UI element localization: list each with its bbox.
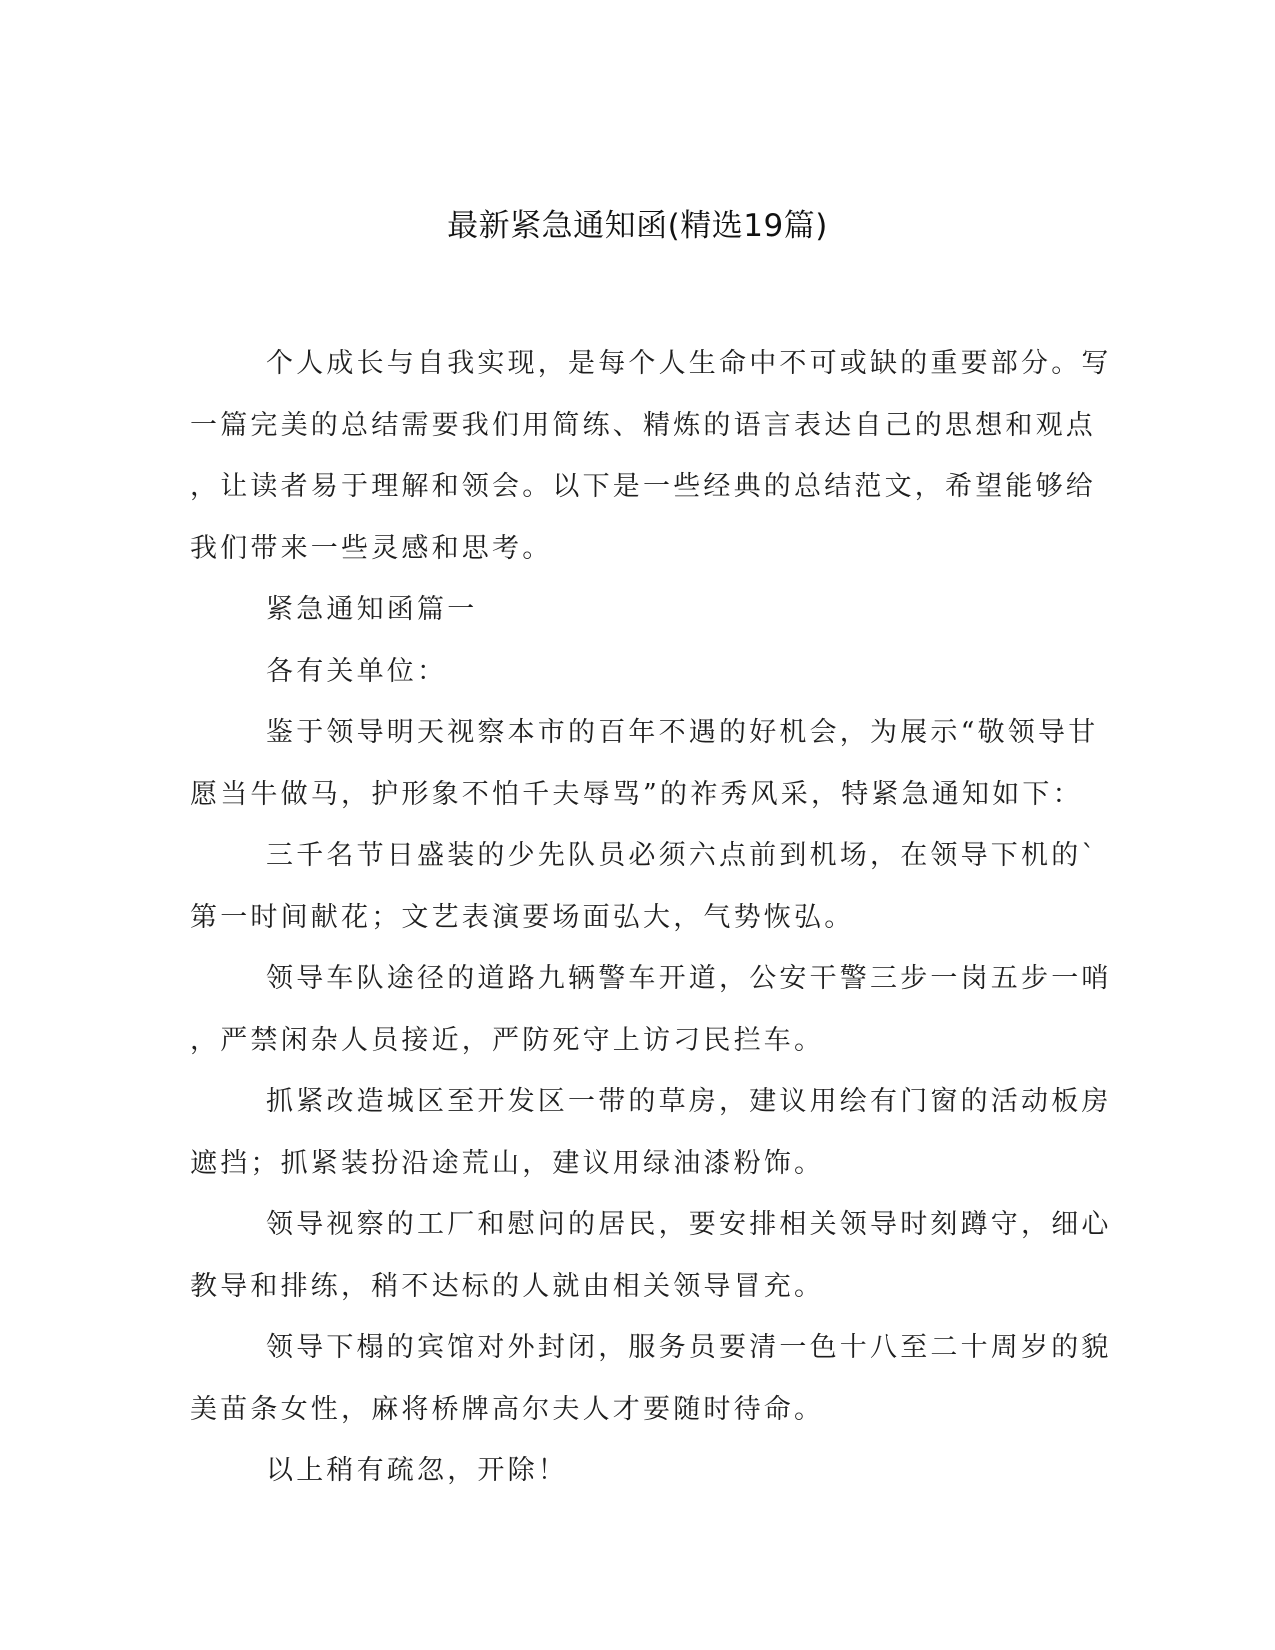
paragraph-line: 第一时间献花；文艺表演要场面弘大，气势恢弘。 — [190, 901, 855, 933]
paragraph-line: ，严禁闲杂人员接近，严防死守上访刁民拦车。 — [190, 1024, 825, 1056]
paragraph-line: 以上稍有疏忽，开除！ — [266, 1455, 568, 1486]
paragraph-line: 抓紧改造城区至开发区一带的草房，建议用绘有门窗的活动板房 — [266, 1086, 1112, 1117]
paragraph-line: 领导下榻的宾馆对外封闭，服务员要清一色十八至二十周岁的貌 — [266, 1332, 1112, 1363]
paragraph-line: 美苗条女性，麻将桥牌高尔夫人才要随时待命。 — [190, 1393, 825, 1425]
paragraph-line: 鉴于领导明天视察本市的百年不遇的好机会，为展示“敬领导甘 — [266, 717, 1099, 748]
document-body — [190, 333, 1112, 1502]
paragraph-line: ，让读者易于理解和领会。以下是一些经典的总结范文，希望能够给 — [190, 471, 1096, 502]
paragraph-line: 遮挡；抓紧装扮沿途荒山，建议用绿油漆粉饰。 — [190, 1147, 825, 1179]
paragraph-line: 愿当牛做马，护形象不怕千夫辱骂”的祚秀风采，特紧急通知如下： — [190, 778, 1083, 810]
paragraph-line: 我们带来一些灵感和思考。 — [190, 532, 553, 564]
paragraph-line: 一篇完美的总结需要我们用简练、精炼的语言表达自己的思想和观点 — [190, 409, 1096, 441]
paragraph-line: 领导车队途径的道路九辆警车开道，公安干警三步一岗五步一哨 — [266, 963, 1112, 994]
paragraph-line: 领导视察的工厂和慰问的居民，要安排相关领导时刻蹲守，细心 — [266, 1209, 1112, 1240]
paragraph-line: 三千名节日盛装的少先队员必须六点前到机场，在领导下机的` — [266, 840, 1099, 871]
salutation: 各有关单位： — [266, 655, 448, 687]
paragraph-line: 教导和排练，稍不达标的人就由相关领导冒充。 — [190, 1270, 825, 1302]
document-title: 最新紧急通知函(精选19篇) — [447, 208, 828, 244]
section-heading: 紧急通知函篇一 — [266, 594, 478, 625]
paragraph-line: 个人成长与自我实现，是每个人生命中不可或缺的重要部分。写 — [266, 348, 1112, 379]
